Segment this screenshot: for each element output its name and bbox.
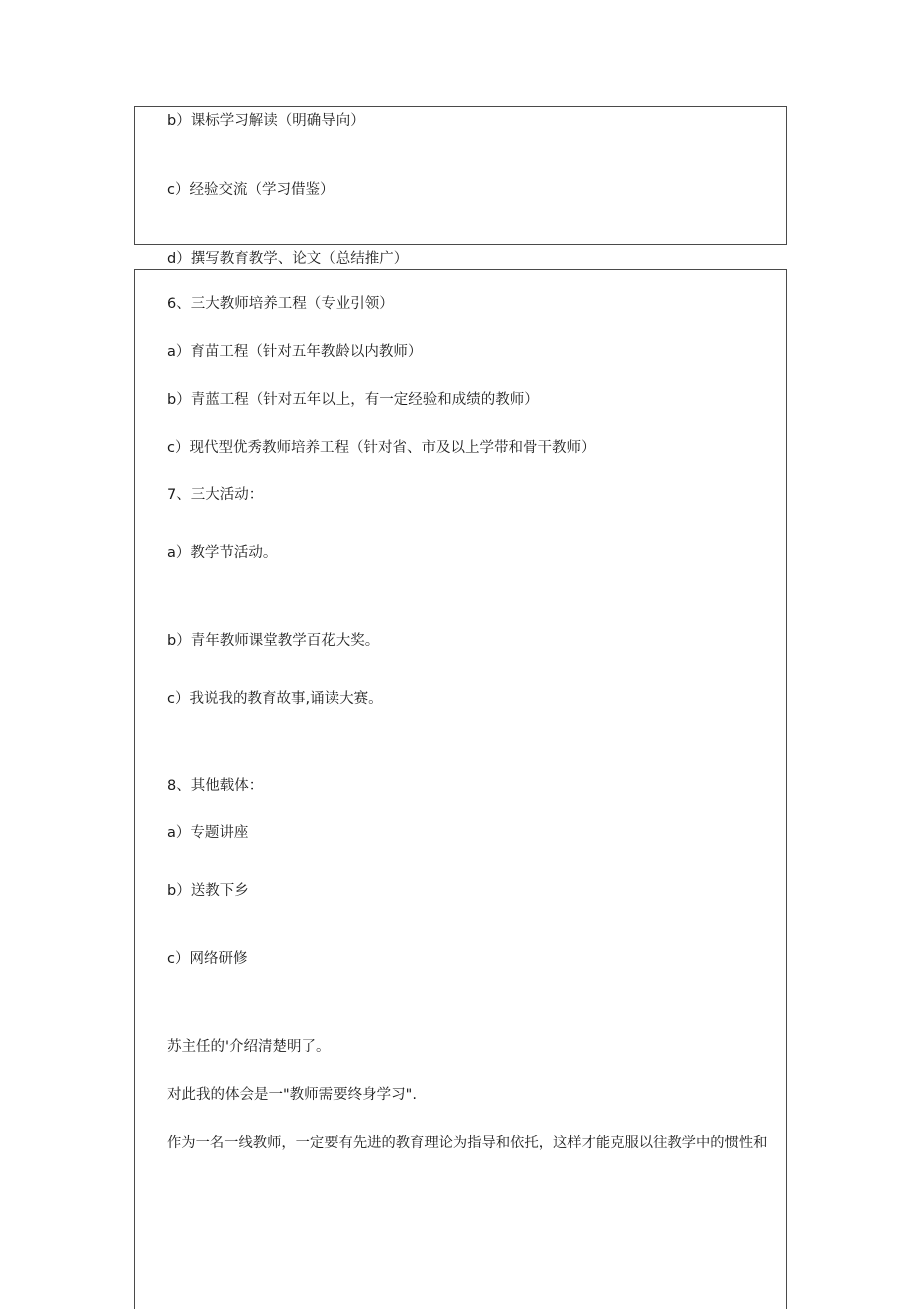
section-heading: 6、三大教师培养工程（专业引领）: [167, 296, 394, 312]
list-item: a）育苗工程（针对五年教龄以内教师）: [167, 344, 423, 360]
section-heading: 7、三大活动：: [167, 487, 264, 503]
list-item: c）现代型优秀教师培养工程（针对省、市及以上学带和骨干教师）: [167, 440, 596, 456]
list-item: c）经验交流（学习借鉴）: [167, 182, 335, 198]
list-item: a）专题讲座: [167, 825, 249, 841]
paragraph: 对此我的体会是一"教师需要终身学习".: [167, 1087, 417, 1103]
list-item: d）撰写教育教学、论文（总结推广）: [167, 251, 409, 267]
paragraph: 苏主任的'介绍清楚明了。: [167, 1039, 331, 1055]
list-item: b）青年教师课堂教学百花大奖。: [167, 633, 380, 649]
section-heading: 8、其他载体：: [167, 778, 264, 794]
list-item: b）课标学习解读（明确导向）: [167, 113, 365, 129]
list-item: c）我说我的教育故事,诵读大赛。: [167, 691, 383, 707]
list-item: c）网络研修: [167, 951, 248, 967]
paragraph: 作为一名一线教师，一定要有先进的教育理论为指导和依托，这样才能克服以往教学中的惯性和: [167, 1135, 768, 1151]
list-item: b）送教下乡: [167, 883, 249, 899]
list-item: a）教学节活动。: [167, 545, 278, 561]
list-item: b）青蓝工程（针对五年以上，有一定经验和成绩的教师）: [167, 392, 539, 408]
